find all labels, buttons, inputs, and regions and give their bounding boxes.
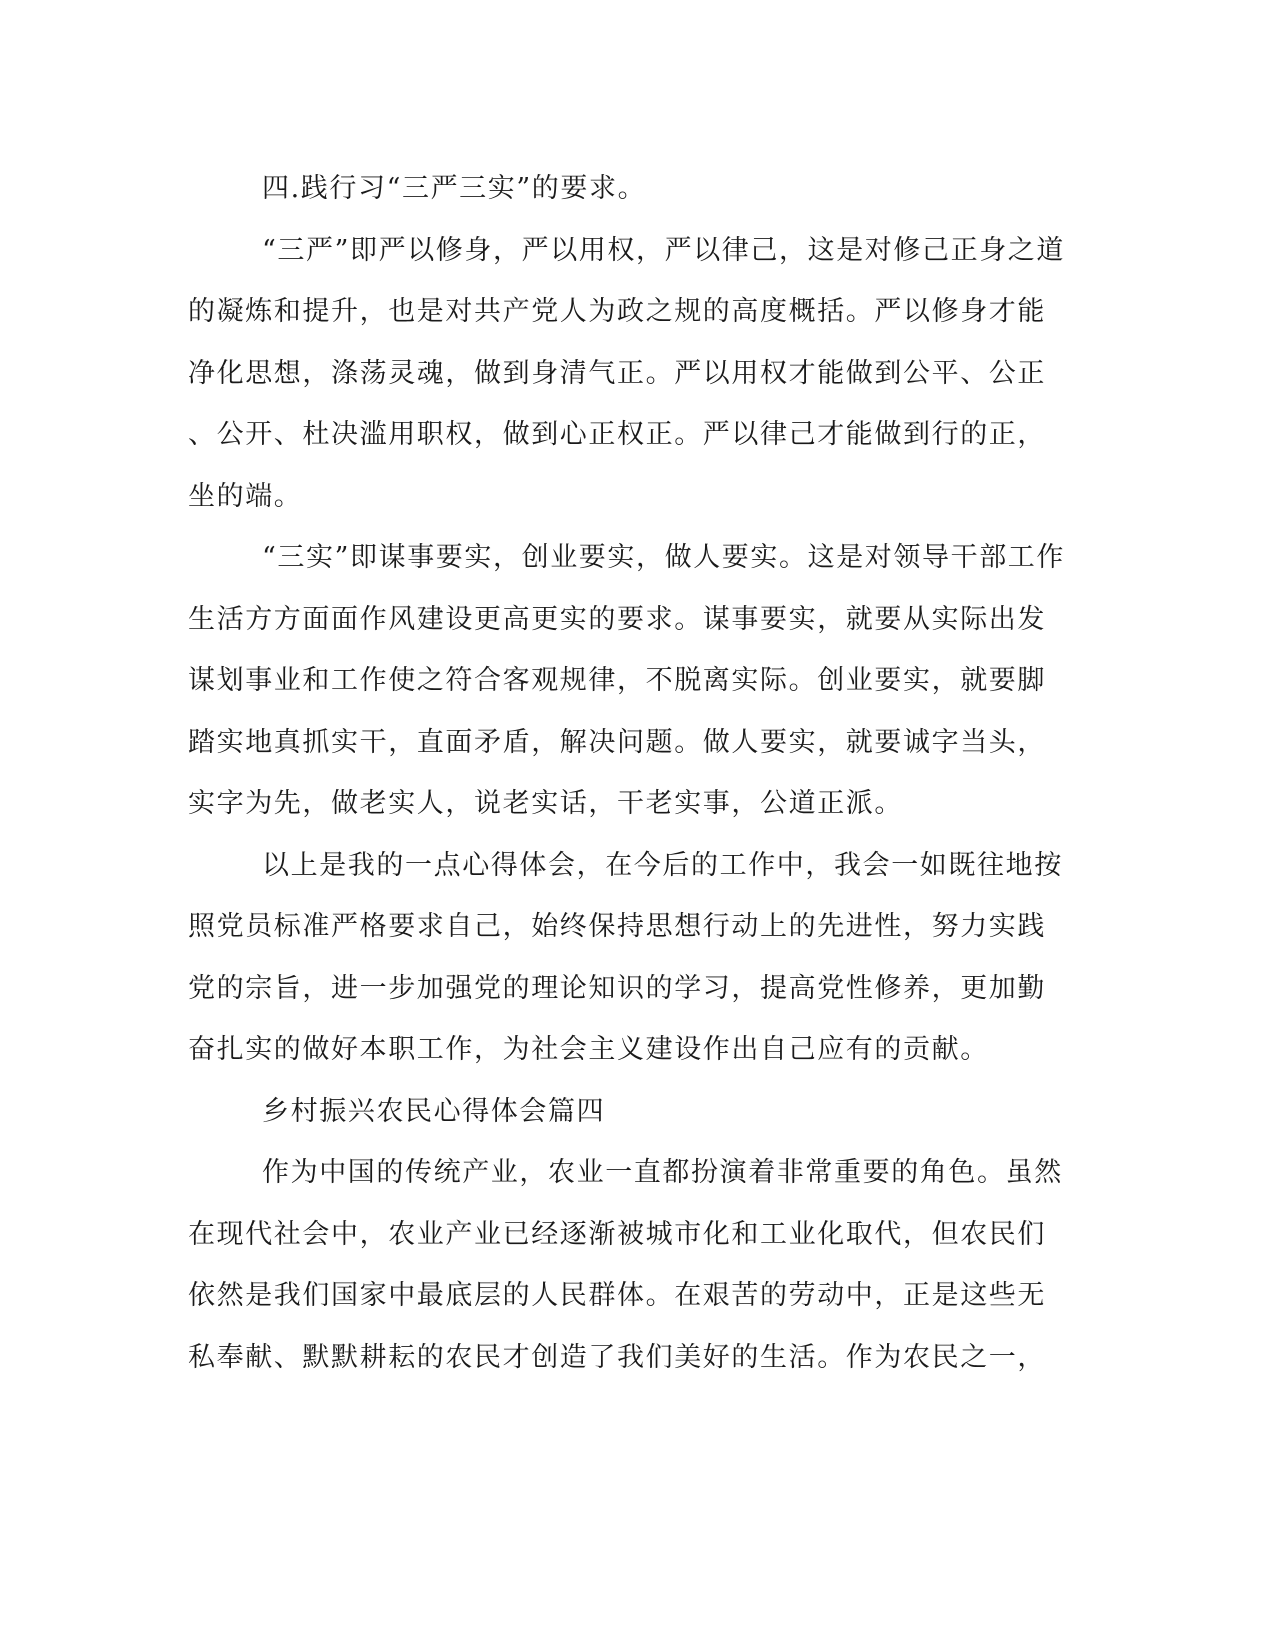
text-line: 依然是我们国家中最底层的人民群体。在艰苦的劳动中，正是这些无 — [188, 1280, 1046, 1311]
text-line: “三严”即严以修身，严以用权，严以律己，这是对修己正身之道 — [262, 234, 1066, 266]
text-line: 党的宗旨，进一步加强党的理论知识的学习，提高党性修养，更加勤 — [188, 972, 1046, 1004]
text-line: 作为中国的传统产业，农业一直都扮演着非常重要的角色。虽然 — [262, 1157, 1063, 1188]
body-text — [188, 158, 1068, 1388]
text-line: “三实”即谋事要实，创业要实，做人要实。这是对领导干部工作 — [262, 542, 1066, 573]
text-line: 坐的端。 — [188, 480, 303, 512]
text-line: 的凝炼和提升，也是对共产党人为政之规的高度概括。严以修身才能 — [188, 296, 1046, 327]
text-line: 实字为先，做老实人，说老实话，干老实事，公道正派。 — [188, 788, 903, 819]
text-line: 生活方方面面作风建设更高更实的要求。谋事要实，就要从实际出发 — [188, 603, 1046, 635]
text-line: 以上是我的一点心得体会，在今后的工作中，我会一如既往地按 — [262, 849, 1063, 881]
section-heading: 四.践行习“三严三实”的要求。 — [262, 173, 647, 204]
text-line: 、公开、杜决滥用职权，做到心正权正。严以律己才能做到行的正， — [188, 419, 1046, 450]
section-title: 乡村振兴农民心得体会篇四 — [262, 1095, 606, 1127]
text-line: 谋划事业和工作使之符合客观规律，不脱离实际。创业要实，就要脚 — [188, 665, 1046, 696]
text-line: 在现代社会中，农业产业已经逐渐被城市化和工业化取代，但农民们 — [188, 1218, 1046, 1250]
text-line: 净化思想，涤荡灵魂，做到身清气正。严以用权才能做到公平、公正 — [188, 357, 1046, 389]
text-line: 踏实地真抓实干，直面矛盾，解决问题。做人要实，就要诚字当头， — [188, 726, 1046, 758]
text-line: 私奉献、默默耕耘的农民才创造了我们美好的生活。作为农民之一， — [188, 1341, 1046, 1373]
text-line: 照党员标准严格要求自己，始终保持思想行动上的先进性，努力实践 — [188, 911, 1046, 942]
text-line: 奋扎实的做好本职工作，为社会主义建设作出自己应有的贡献。 — [188, 1034, 989, 1065]
